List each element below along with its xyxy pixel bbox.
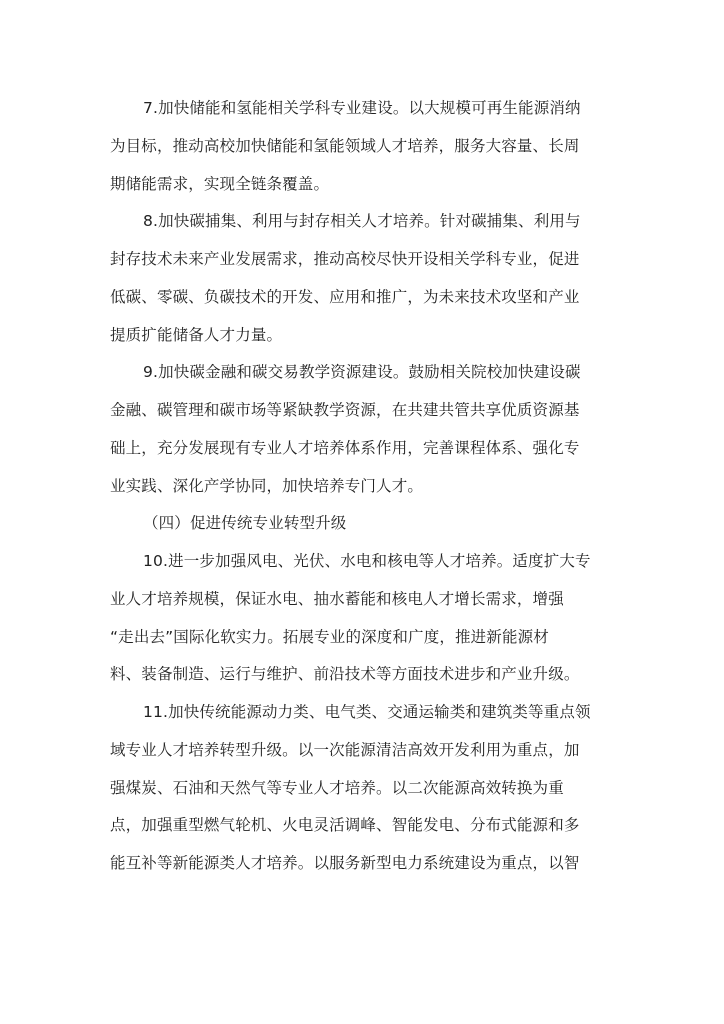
line-text: 业实践、深化产学协同，加快培养专门人才。 [110,477,424,495]
text-line [0,810,724,840]
line-text: 期储能需求，实现全链条覆盖。 [110,175,330,193]
line-text: 强煤炭、石油和天然气等专业人才培养。以二次能源高效转换为重 [110,779,564,797]
line-text: 提质扩能储备人才力量。 [110,326,283,344]
line-text: 金融、碳管理和碳市场等紧缺教学资源，在共建共管共享优质资源基 [110,401,580,419]
text-line [0,735,724,765]
line-text: 8.加快碳捕集、利用与封存相关人才培养。针对碳捕集、利用与 [143,212,581,230]
line-text: 点，加强重型燃气轮机、火电灵活调峰、智能发电、分布式能源和多 [110,816,580,834]
line-text: 低碳、零碳、负碳技术的开发、应用和推广，为未来技术攻坚和产业 [110,288,580,306]
line-text: 7.加快储能和氢能相关学科专业建设。以大规模可再生能源消纳 [143,99,581,117]
line-text: 为目标，推动高校加快储能和氢能领域人才培养，服务大容量、长周 [110,137,580,155]
line-text: 域专业人才培养转型升级。以一次能源清洁高效开发利用为重点，加 [110,741,580,759]
line-text: “走出去”国际化软实力。拓展专业的深度和广度，推进新能源材 [110,628,549,646]
text-line [0,848,724,878]
text-line [0,697,724,727]
line-text: 10.进一步加强风电、光伏、水电和核电等人才培养。适度扩大专 [143,552,591,570]
text-line [0,471,724,501]
text-line [0,622,724,652]
text-line [0,206,724,236]
line-text: 9.加快碳金融和碳交易教学资源建设。鼓励相关院校加快建设碳 [143,363,581,381]
line-text: 础上，充分发展现有专业人才培养体系作用，完善课程体系、强化专 [110,439,580,457]
text-line [0,169,724,199]
text-line [0,244,724,274]
line-text: 业人才培养规模，保证水电、抽水蓄能和核电人才增长需求，增强 [110,590,564,608]
text-line [0,320,724,350]
section-heading-text: （四）促进传统专业转型升级 [143,514,347,532]
text-line [0,357,724,387]
text-line [0,282,724,312]
text-line [0,433,724,463]
text-line [0,93,724,123]
line-text: 11.加快传统能源动力类、电气类、交通运输类和建筑类等重点领 [143,703,591,721]
text-line [0,773,724,803]
section-heading [0,508,724,538]
text-line [0,546,724,576]
line-text: 料、装备制造、运行与维护、前沿技术等方面技术进步和产业升级。 [110,665,580,683]
text-line [0,584,724,614]
text-line [0,659,724,689]
line-text: 封存技术未来产业发展需求，推动高校尽快开设相关学科专业，促进 [110,250,580,268]
text-line [0,131,724,161]
line-text: 能互补等新能源类人才培养。以服务新型电力系统建设为重点，以智 [110,854,580,872]
text-line [0,395,724,425]
